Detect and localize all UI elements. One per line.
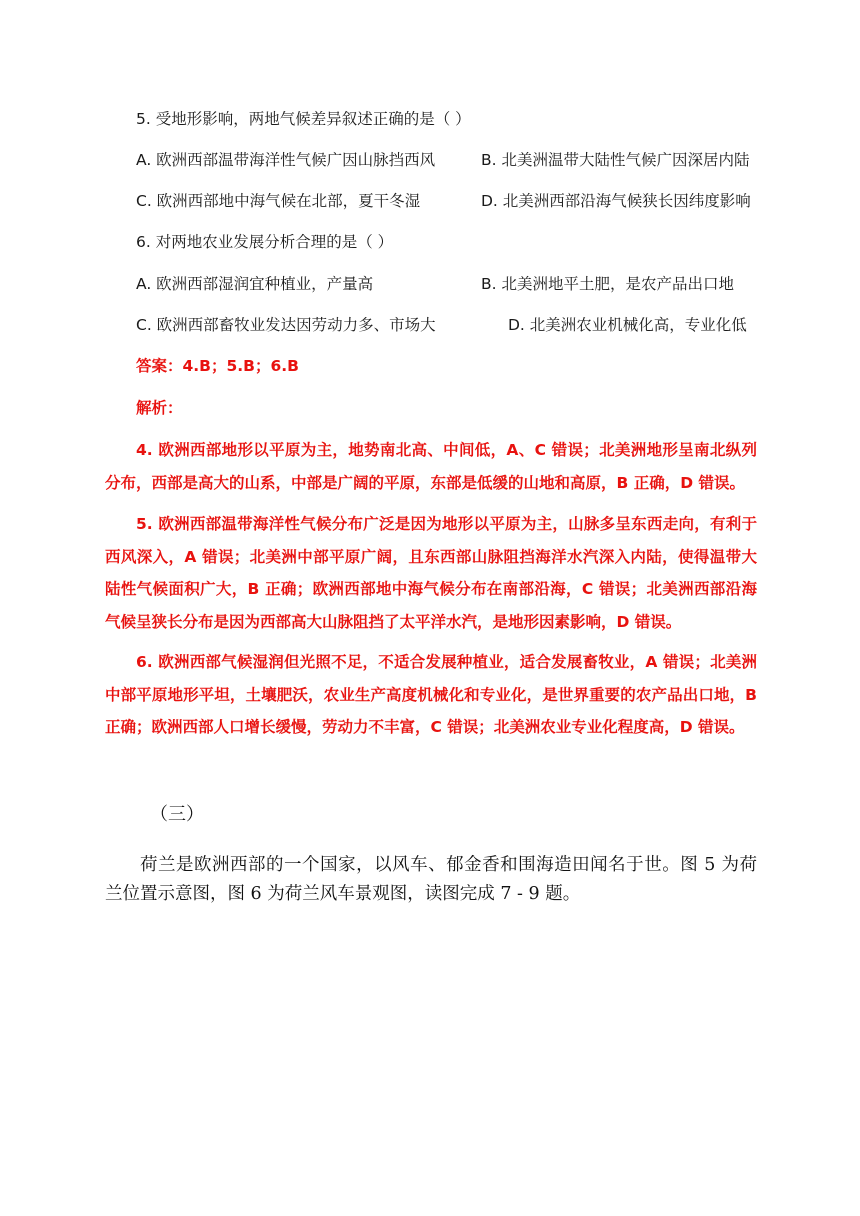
q6-option-d: D. 北美洲农业机械化高，专业化低 xyxy=(508,316,747,334)
explanation-6: 6. 欧洲西部气候湿润但光照不足，不适合发展种植业，适合发展畜牧业，A 错误；北美洲中部平原地形平坦，土壤肥沃，农业生产高度机械化和专业化，是世界重要的农产品出口地，B 正确；欧洲西部人口增长缓慢，劳动力不丰富，C 错误；北美洲农业专业化程度高，D 错误。 xyxy=(105,653,757,736)
q5-stem: 5. 受地形影响，两地气候差异叙述正确的是（ ） xyxy=(136,110,471,128)
section-intro: 荷兰是欧洲西部的一个国家，以风车、郁金香和围海造田闻名于世。图 5 为荷兰位置示意图，图 6 为荷兰风车景观图，读图完成 7 - 9 题。 xyxy=(105,855,757,904)
q5-option-d: D. 北美洲西部沿海气候狭长因纬度影响 xyxy=(481,192,751,210)
q6-option-a: A. 欧洲西部湿润宜种植业，产量高 xyxy=(136,275,374,293)
section-heading: （三） xyxy=(150,804,204,825)
analysis-label: 解析： xyxy=(136,399,183,417)
q6-option-b: B. 北美洲地平土肥，是农产品出口地 xyxy=(481,275,734,293)
explanation-5: 5. 欧洲西部温带海洋性气候分布广泛是因为地形以平原为主，山脉多呈东西走向，有利于西风深入，A 错误；北美洲中部平原广阔，且东西部山脉阻挡海洋水汽深入内陆，使得温带大陆性气候面积广大，B 正确；欧洲西部地中海气候分布在南部沿海，C 错误；北美洲西部沿海气候呈狭长分布是因为西部高大山脉阻挡了太平洋水汽，是地形因素影响，D 错误。 xyxy=(105,515,757,631)
q6-option-c: C. 欧洲西部畜牧业发达因劳动力多、市场大 xyxy=(136,316,436,334)
q6-stem: 6. 对两地农业发展分析合理的是（ ） xyxy=(136,233,394,251)
answer-line: 答案：4.B；5.B；6.B xyxy=(136,357,299,375)
explanation-4: 4. 欧洲西部地形以平原为主，地势南北高、中间低，A、C 错误；北美洲地形呈南北纵列分布，西部是高大的山系，中部是广阔的平原，东部是低缓的山地和高原，B 正确，D 错误。 xyxy=(105,441,757,492)
q5-option-c: C. 欧洲西部地中海气候在北部，夏干冬湿 xyxy=(136,192,421,210)
q5-option-a: A. 欧洲西部温带海洋性气候广因山脉挡西风 xyxy=(136,151,436,169)
q5-option-b: B. 北美洲温带大陆性气候广因深居内陆 xyxy=(481,151,750,169)
